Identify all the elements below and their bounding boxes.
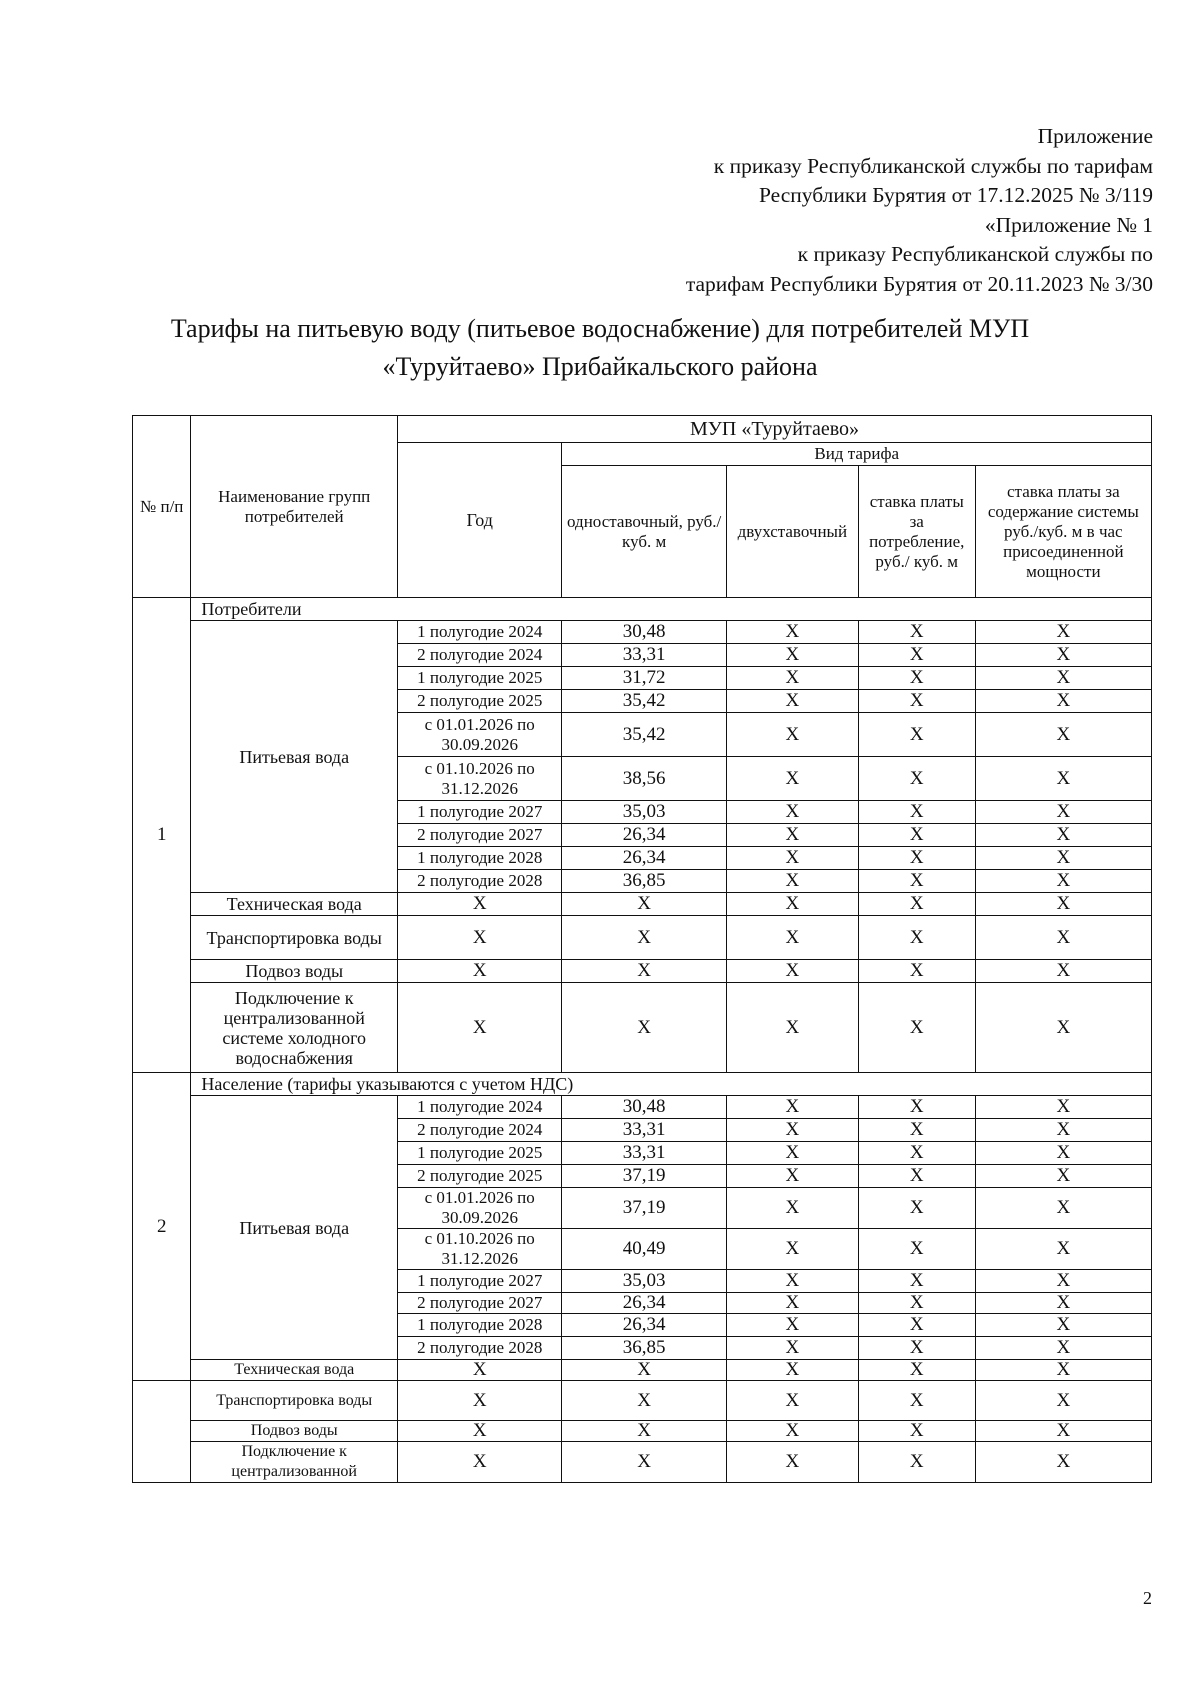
- x-mark: Х: [975, 870, 1151, 893]
- x-mark: Х: [975, 1442, 1151, 1483]
- other-service-row: [133, 1442, 1152, 1483]
- other-service-row: [133, 1360, 1152, 1381]
- x-mark: Х: [726, 1165, 858, 1188]
- org-header: МУП «Туруйтаево»: [398, 416, 1152, 443]
- x-mark: Х: [858, 1337, 975, 1360]
- x-mark: Х: [975, 1337, 1151, 1360]
- single-rate-value: 40,49: [562, 1229, 726, 1270]
- x-mark: Х: [975, 1270, 1151, 1293]
- x-mark: Х: [975, 1119, 1151, 1142]
- x-mark: Х: [975, 801, 1151, 824]
- service-name: Подключение к централизованной: [191, 1442, 398, 1483]
- x-mark: Х: [726, 667, 858, 690]
- other-service-row: [133, 1381, 1152, 1421]
- x-mark: Х: [398, 983, 562, 1073]
- x-mark: Х: [858, 960, 975, 983]
- section-number: 1: [133, 598, 191, 1073]
- x-mark: Х: [858, 916, 975, 960]
- x-mark: Х: [975, 983, 1151, 1073]
- other-service-row: [133, 983, 1152, 1073]
- service-name: Подключение к централизованной системе холодного водоснабжения: [191, 983, 398, 1073]
- header-line: к приказу Республиканской службы по: [797, 242, 1153, 266]
- x-mark: Х: [858, 1142, 975, 1165]
- x-mark: Х: [858, 1314, 975, 1337]
- x-mark: Х: [858, 713, 975, 757]
- x-mark: Х: [975, 1360, 1151, 1381]
- single-rate-value: 26,34: [562, 1314, 726, 1337]
- document-title: [120, 310, 1080, 386]
- service-name: Техническая вода: [191, 1360, 398, 1381]
- single-rate-value: 31,72: [562, 667, 726, 690]
- x-mark: Х: [726, 1442, 858, 1483]
- single-rate-value: 37,19: [562, 1188, 726, 1229]
- x-mark: Х: [726, 916, 858, 960]
- x-mark: Х: [975, 757, 1151, 801]
- x-mark: Х: [726, 893, 858, 916]
- x-mark: Х: [858, 1360, 975, 1381]
- x-mark: Х: [726, 713, 858, 757]
- x-mark: Х: [858, 801, 975, 824]
- x-mark: Х: [858, 870, 975, 893]
- x-mark: Х: [858, 1442, 975, 1483]
- header-line: тарифам Республики Бурятия от 20.11.2023 № 3/30: [685, 271, 1153, 296]
- x-mark: Х: [562, 1421, 726, 1442]
- x-mark: Х: [858, 1096, 975, 1119]
- title-line-2: «Туруйтаево» Прибайкальского района: [382, 352, 818, 381]
- x-mark: Х: [398, 1442, 562, 1483]
- x-mark: Х: [562, 983, 726, 1073]
- x-mark: Х: [562, 1442, 726, 1483]
- x-mark: Х: [858, 644, 975, 667]
- x-mark: Х: [975, 893, 1151, 916]
- x-mark: Х: [726, 621, 858, 644]
- x-mark: Х: [726, 1096, 858, 1119]
- single-rate-value: 33,31: [562, 1142, 726, 1165]
- single-rate-value: 35,42: [562, 713, 726, 757]
- single-rate-value: 35,42: [562, 690, 726, 713]
- service-name: Подвоз воды: [191, 1421, 398, 1442]
- x-mark: Х: [858, 847, 975, 870]
- x-mark: Х: [726, 1142, 858, 1165]
- drinking-water-label: Питьевая вода: [191, 621, 398, 893]
- x-mark: Х: [858, 1229, 975, 1270]
- period-cell: 2 полугодие 2025: [398, 1165, 562, 1188]
- x-mark: Х: [975, 667, 1151, 690]
- x-mark: Х: [975, 644, 1151, 667]
- x-mark: Х: [975, 824, 1151, 847]
- period-cell: 2 полугодие 2027: [398, 824, 562, 847]
- x-mark: Х: [726, 1293, 858, 1314]
- x-mark: Х: [726, 1270, 858, 1293]
- x-mark: Х: [726, 757, 858, 801]
- period-cell: 2 полугодие 2028: [398, 870, 562, 893]
- tariff-row: [133, 1096, 1152, 1119]
- single-rate-value: 36,85: [562, 870, 726, 893]
- x-mark: Х: [562, 916, 726, 960]
- x-mark: Х: [858, 824, 975, 847]
- header-line: к приказу Республиканской службы по тарифам: [713, 153, 1153, 178]
- col-header-year: Год: [398, 443, 562, 598]
- x-mark: Х: [858, 1119, 975, 1142]
- x-mark: Х: [975, 1142, 1151, 1165]
- single-rate-value: 30,48: [562, 1096, 726, 1119]
- period-cell: с 01.10.2026 по 31.12.2026: [398, 1229, 562, 1270]
- x-mark: Х: [726, 1119, 858, 1142]
- x-mark: Х: [562, 960, 726, 983]
- col-header-group: Наименование групп потребителей: [191, 416, 398, 598]
- x-mark: Х: [975, 916, 1151, 960]
- col-header-rate-consumption: ставка платы за потребление, руб./ куб. м: [858, 466, 975, 598]
- service-name: Транспортировка воды: [191, 916, 398, 960]
- x-mark: Х: [398, 1381, 562, 1421]
- x-mark: Х: [562, 1381, 726, 1421]
- col-header-single: одноставочный, руб./ куб. м: [562, 466, 726, 598]
- x-mark: Х: [858, 1421, 975, 1442]
- single-rate-value: 38,56: [562, 757, 726, 801]
- other-service-row: [133, 916, 1152, 960]
- tariff-kind-header: Вид тарифа: [562, 443, 1152, 466]
- single-rate-value: 26,34: [562, 824, 726, 847]
- period-cell: с 01.01.2026 по 30.09.2026: [398, 1188, 562, 1229]
- x-mark: Х: [975, 713, 1151, 757]
- x-mark: Х: [726, 1337, 858, 1360]
- x-mark: Х: [858, 1188, 975, 1229]
- x-mark: Х: [726, 1421, 858, 1442]
- x-mark: Х: [398, 893, 562, 916]
- period-cell: 1 полугодие 2027: [398, 1270, 562, 1293]
- tariff-row: [133, 621, 1152, 644]
- page-number: 2: [1143, 1588, 1152, 1608]
- col-header-num: № п/п: [133, 416, 191, 598]
- section-label: Население (тарифы указываются с учетом НДС): [191, 1073, 1152, 1096]
- other-service-row: [133, 893, 1152, 916]
- header-line: Приложение: [1037, 124, 1153, 148]
- single-rate-value: 26,34: [562, 1293, 726, 1314]
- period-cell: 2 полугодие 2028: [398, 1337, 562, 1360]
- x-mark: Х: [726, 1188, 858, 1229]
- x-mark: Х: [975, 1229, 1151, 1270]
- x-mark: Х: [726, 644, 858, 667]
- period-cell: 2 полугодие 2024: [398, 1119, 562, 1142]
- tariff-table: [132, 415, 1152, 1483]
- section-label-row: [133, 1073, 1152, 1096]
- x-mark: Х: [858, 893, 975, 916]
- period-cell: 1 полугодие 2028: [398, 847, 562, 870]
- x-mark: Х: [975, 960, 1151, 983]
- x-mark: Х: [858, 1270, 975, 1293]
- service-name: Техническая вода: [191, 893, 398, 916]
- single-rate-value: 33,31: [562, 644, 726, 667]
- period-cell: 1 полугодие 2028: [398, 1314, 562, 1337]
- x-mark: Х: [858, 1381, 975, 1421]
- period-cell: с 01.01.2026 по 30.09.2026: [398, 713, 562, 757]
- x-mark: Х: [398, 1360, 562, 1381]
- drinking-water-label: Питьевая вода: [191, 1096, 398, 1360]
- section-label-row: [133, 598, 1152, 621]
- single-rate-value: 30,48: [562, 621, 726, 644]
- x-mark: Х: [398, 960, 562, 983]
- x-mark: Х: [858, 667, 975, 690]
- x-mark: Х: [726, 960, 858, 983]
- x-mark: Х: [726, 847, 858, 870]
- x-mark: Х: [975, 847, 1151, 870]
- x-mark: Х: [398, 1421, 562, 1442]
- x-mark: Х: [726, 824, 858, 847]
- x-mark: Х: [975, 1381, 1151, 1421]
- single-rate-value: 36,85: [562, 1337, 726, 1360]
- x-mark: Х: [975, 690, 1151, 713]
- x-mark: Х: [858, 690, 975, 713]
- header-line: Республики Бурятия от 17.12.2025 № 3/119: [758, 183, 1153, 207]
- x-mark: Х: [726, 801, 858, 824]
- period-cell: 2 полугодие 2024: [398, 644, 562, 667]
- single-rate-value: 35,03: [562, 1270, 726, 1293]
- single-rate-value: 26,34: [562, 847, 726, 870]
- x-mark: Х: [975, 1314, 1151, 1337]
- x-mark: Х: [858, 983, 975, 1073]
- x-mark: Х: [562, 1360, 726, 1381]
- single-rate-value: 33,31: [562, 1119, 726, 1142]
- other-service-row: [133, 960, 1152, 983]
- period-cell: 2 полугодие 2027: [398, 1293, 562, 1314]
- x-mark: Х: [975, 621, 1151, 644]
- x-mark: Х: [975, 1188, 1151, 1229]
- single-rate-value: 37,19: [562, 1165, 726, 1188]
- service-name: Транспортировка воды: [191, 1381, 398, 1421]
- period-cell: 1 полугодие 2024: [398, 1096, 562, 1119]
- header-line: «Приложение № 1: [984, 212, 1153, 237]
- period-cell: 2 полугодие 2025: [398, 690, 562, 713]
- x-mark: Х: [858, 1165, 975, 1188]
- x-mark: Х: [858, 1293, 975, 1314]
- x-mark: Х: [975, 1096, 1151, 1119]
- period-cell: с 01.10.2026 по 31.12.2026: [398, 757, 562, 801]
- x-mark: Х: [975, 1165, 1151, 1188]
- other-service-row: [133, 1421, 1152, 1442]
- section-number-empty: [133, 1381, 191, 1483]
- x-mark: Х: [975, 1293, 1151, 1314]
- section-number: 2: [133, 1073, 191, 1381]
- title-line-1: Тарифы на питьевую воду (питьевое водоснабжение) для потребителей МУП: [170, 314, 1030, 343]
- col-header-two: двухставочный: [726, 466, 858, 598]
- x-mark: Х: [726, 1229, 858, 1270]
- x-mark: Х: [726, 870, 858, 893]
- period-cell: 1 полугодие 2025: [398, 667, 562, 690]
- appendix-header: [686, 122, 1153, 299]
- section-label: Потребители: [191, 598, 1152, 621]
- x-mark: Х: [562, 893, 726, 916]
- period-cell: 1 полугодие 2024: [398, 621, 562, 644]
- x-mark: Х: [975, 1421, 1151, 1442]
- x-mark: Х: [726, 1314, 858, 1337]
- period-cell: 1 полугодие 2027: [398, 801, 562, 824]
- x-mark: Х: [858, 621, 975, 644]
- single-rate-value: 35,03: [562, 801, 726, 824]
- x-mark: Х: [726, 983, 858, 1073]
- col-header-rate-maintenance: ставка платы за содержание системы руб./куб. м в час присоединенной мощности: [975, 466, 1151, 598]
- x-mark: Х: [726, 690, 858, 713]
- x-mark: Х: [398, 916, 562, 960]
- service-name: Подвоз воды: [191, 960, 398, 983]
- x-mark: Х: [726, 1360, 858, 1381]
- x-mark: Х: [858, 757, 975, 801]
- x-mark: Х: [726, 1381, 858, 1421]
- period-cell: 1 полугодие 2025: [398, 1142, 562, 1165]
